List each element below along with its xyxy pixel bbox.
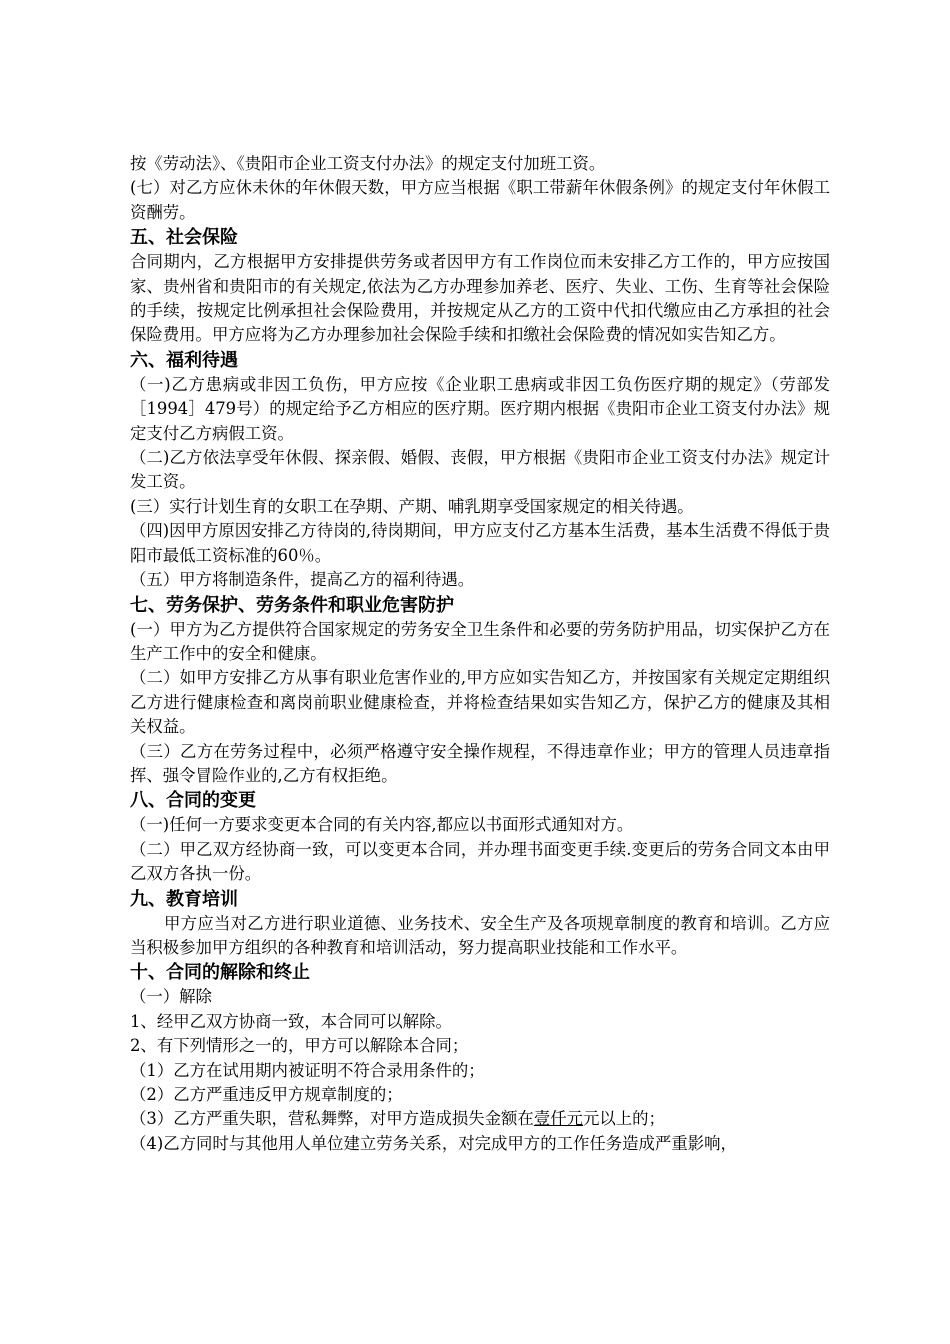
paragraph: （1）乙方在试用期内被证明不符合录用条件的； — [130, 1060, 485, 1080]
paragraph: (七）对乙方应休未休的年休假天数，甲方应当根据《职工带薪年休假条例》的规定支付年休假工资酬劳。 — [130, 178, 830, 222]
paragraph: （二）如甲方安排乙方从事有职业危害作业的,甲方应如实告知乙方，并按国家有关规定定期组织乙方进行健康检查和离岗前职业健康检查，并将检查结果如实告知乙方，保护乙方的健康及其相关权益。 — [130, 668, 830, 737]
paragraph: 1、经甲乙双方协商一致，本合同可以解除。 — [130, 1011, 452, 1031]
paragraph: （4)乙方同时与其他用人单位建立劳务关系，对完成甲方的工作任务造成严重影响， — [130, 1133, 737, 1153]
paragraph: （二)乙方依法享受年休假、探亲假、婚假、丧假，甲方根据《贵阳市企业工资支付办法》规定计发工资。 — [130, 448, 830, 492]
section-heading: 八、合同的变更 — [130, 790, 256, 812]
paragraph: (三）实行计划生育的女职工在孕期、产期、哺乳期享受国家规定的相关待遇。 — [130, 496, 694, 516]
paragraph: （2）乙方严重违反甲方规章制度的； — [130, 1085, 403, 1104]
paragraph: （一)乙方患病或非因工负伤，甲方应按《企业职工患病或非因工负伤医疗期的规定》（劳部发［1994］479号）的规定给予乙方相应的医疗期。医疗期内根据《贵阳市企业工资支付办法》规定支付乙方病假工资。 — [130, 374, 830, 443]
paragraph: （一）解除 — [130, 987, 212, 1007]
text-run: （3）乙方严重失职，营私舞弊，对甲方造成损失金额在 — [130, 1109, 534, 1129]
section-heading: 十、合同的解除和终止 — [130, 962, 310, 984]
paragraph: （四)因甲方原因安排乙方待岗的,待岗期间，甲方应支付乙方基本生活费，基本生活费不得低于贵阳市最低工资标准的60％。 — [130, 521, 831, 565]
paragraph: 2、有下列情形之一的，甲方可以解除本合同； — [130, 1036, 469, 1056]
paragraph: 按《劳动法》、《贵阳市企业工资支付办法》的规定支付加班工资。 — [130, 154, 606, 173]
paragraph: （二）甲乙双方经协商一致，可以变更本合同，并办理书面变更手续.变更后的劳务合同文本由甲乙双方各执一份。 — [130, 839, 830, 884]
paragraph: (一）甲方为乙方提供符合国家规定的劳务安全卫生条件和必要的劳务防护用品，切实保护乙方在生产工作中的安全和健康。 — [130, 619, 830, 663]
paragraph: （五）甲方将制造条件，提高乙方的福利待遇。 — [130, 570, 475, 590]
document-page — [130, 152, 830, 1156]
paragraph: 合同期内，乙方根据甲方安排提供劳务或者因甲方有工作岗位而未安排乙方工作的，甲方应按国家、贵州省和贵阳市的有关规定,依法为乙方办理参加养老、医疗、失业、工伤、生育等社会保险的手续，按规定比例承担社会保险费用，并按规定从乙方的工资中代扣代缴应由乙方承担的社会保险费用。甲方应将为乙方办理参加社会保险手续和扣缴社会保险费的情况如实告知乙方。 — [130, 252, 830, 345]
text-run: 元以上的； — [582, 1109, 665, 1129]
section-heading: 五、社会保险 — [130, 227, 238, 249]
section-heading: 九、教育培训 — [130, 888, 238, 910]
section-heading: 六、福利待遇 — [130, 349, 238, 371]
paragraph: （一)任何一方要求变更本合同的有关内容,都应以书面形式通知对方。 — [130, 815, 634, 835]
section-heading: 七、劳务保护、劳务条件和职业危害防护 — [130, 594, 454, 616]
paragraph: 甲方应当对乙方进行职业道德、业务技术、安全生产及各项规章制度的教育和培训。乙方应当积极参加甲方组织的各种教育和培训活动，努力提高职业技能和工作水平。 — [130, 913, 830, 957]
underlined-amount: 壹仟元 — [533, 1109, 583, 1129]
paragraph: （三）乙方在劳务过程中，必须严格遵守安全操作规程，不得违章作业；甲方的管理人员违章指挥、强令冒险作业的,乙方有权拒绝。 — [130, 741, 830, 785]
paragraph — [130, 1107, 830, 1131]
